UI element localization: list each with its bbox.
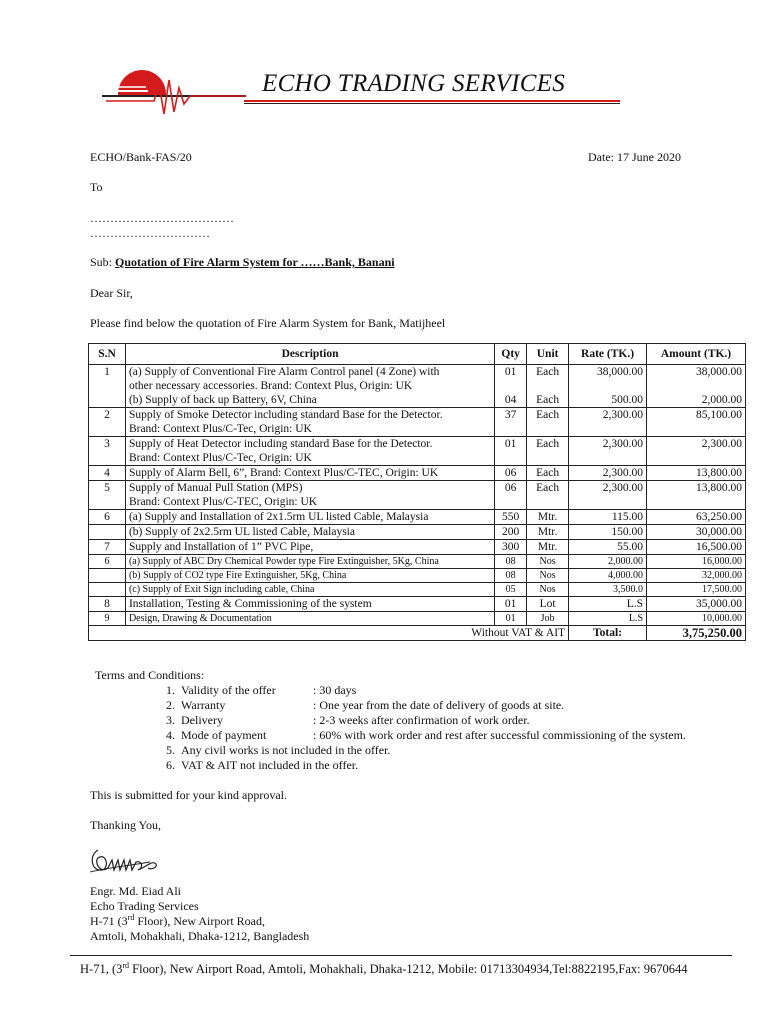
cell-desc: Supply of Alarm Bell, 6”, Brand: Context Plus/C-TEC, Origin: UK — [125, 466, 494, 481]
cell-amount: 30,000.00 — [647, 525, 746, 540]
cell-rate: 115.00 — [569, 510, 647, 525]
subject-line — [90, 255, 395, 270]
terms-item — [145, 683, 745, 698]
header-black-rule — [244, 103, 620, 104]
table-row — [89, 555, 746, 569]
cell-rate: 150.00 — [569, 525, 647, 540]
terms-list — [145, 683, 745, 773]
signer-name: Engr. Md. Eiad Ali — [90, 884, 181, 898]
total-note: Without VAT & AIT — [125, 626, 568, 641]
cell-amount: 16,500.00 — [647, 540, 746, 555]
cell-sn: 1 — [89, 365, 126, 380]
header-unit: Unit — [527, 344, 569, 365]
terms-item-k: Delivery — [181, 713, 223, 727]
table-row — [89, 365, 746, 380]
cell-rate: 2,300.00 — [569, 481, 647, 496]
cell-desc: Supply of Smoke Detector including standard Base for the Detector. — [125, 408, 494, 423]
cell-qty: 300 — [495, 540, 527, 555]
cell-rate — [569, 451, 647, 466]
salutation: Dear Sir, — [90, 286, 133, 300]
cell-unit: Mtr. — [527, 510, 569, 525]
cell-desc: Brand: Context Plus/C-Tec, Origin: UK — [125, 422, 494, 437]
cell-unit: Nos — [527, 583, 569, 597]
cell-amount — [647, 451, 746, 466]
signature-icon — [86, 838, 166, 883]
table-row — [89, 481, 746, 496]
table-header-row — [89, 344, 746, 365]
terms-item — [145, 728, 745, 743]
cell-amount: 32,000.00 — [647, 569, 746, 583]
cell-unit: Each — [527, 393, 569, 408]
cell-amount: 17,500.00 — [647, 583, 746, 597]
cell-qty — [495, 451, 527, 466]
cell-amount: 10,000.00 — [647, 612, 746, 626]
cell-qty: 05 — [495, 583, 527, 597]
cell-unit: Lot — [527, 597, 569, 612]
cell-desc: Design, Drawing & Documentation — [125, 612, 494, 626]
cell-sn — [89, 569, 126, 583]
company-logo-icon — [96, 60, 246, 120]
table-row — [89, 437, 746, 452]
cell-qty: 04 — [495, 393, 527, 408]
header-amount: Amount (TK.) — [647, 344, 746, 365]
cell-desc: (a) Supply and Installation of 2x1.5rm UL listed Cable, Malaysia — [125, 510, 494, 525]
terms-item-n: 4. — [166, 728, 175, 742]
table-row — [89, 612, 746, 626]
cell-unit: Mtr. — [527, 540, 569, 555]
cell-sn: 7 — [89, 540, 126, 555]
terms-item-v: : One year from the date of delivery of goods at site. — [313, 698, 565, 712]
signer-company: Echo Trading Services — [90, 899, 199, 913]
cell-qty: 01 — [495, 437, 527, 452]
cell-sn — [89, 495, 126, 510]
cell-rate: 4,000.00 — [569, 569, 647, 583]
addr1-pre: H-71 (3 — [90, 914, 128, 928]
terms-item-n: 5. — [166, 743, 175, 757]
cell-rate: 2,300.00 — [569, 466, 647, 481]
cell-sn — [89, 393, 126, 408]
footer-address — [80, 962, 688, 977]
terms-item-n: 3. — [166, 713, 175, 727]
table-row — [89, 583, 746, 597]
table-row — [89, 379, 746, 393]
total-row — [89, 626, 746, 641]
cell-unit: Job — [527, 612, 569, 626]
cell-rate: 2,300.00 — [569, 408, 647, 423]
cell-desc: (b) Supply of 2x2.5rm UL listed Cable, Malaysia — [125, 525, 494, 540]
terms-item — [145, 758, 745, 773]
cell-sn — [89, 379, 126, 393]
approval-text: This is submitted for your kind approval. — [90, 788, 287, 802]
cell-sn — [89, 525, 126, 540]
table-row — [89, 466, 746, 481]
cell-sn: 3 — [89, 437, 126, 452]
cell-qty: 06 — [495, 481, 527, 496]
cell-sn: 4 — [89, 466, 126, 481]
cell-sn: 5 — [89, 481, 126, 496]
cell-desc: Supply of Heat Detector including standard Base for the Detector. — [125, 437, 494, 452]
cell-qty: 01 — [495, 365, 527, 380]
cell-qty: 08 — [495, 555, 527, 569]
cell-rate: 2,000.00 — [569, 555, 647, 569]
terms-item — [145, 713, 745, 728]
cell-unit: Each — [527, 365, 569, 380]
terms-item-n: 2. — [166, 698, 175, 712]
intro-paragraph: Please find below the quotation of Fire Alarm System for Bank, Matijheel — [90, 316, 446, 330]
cell-rate: 2,300.00 — [569, 437, 647, 452]
cell-rate — [569, 379, 647, 393]
cell-desc: Brand: Context Plus/C-Tec, Origin: UK — [125, 451, 494, 466]
signer-address-line-1 — [90, 914, 309, 929]
cell-qty: 550 — [495, 510, 527, 525]
quotation-table — [88, 343, 746, 641]
cell-desc: (a) Supply of Conventional Fire Alarm Control panel (4 Zone) with — [125, 365, 494, 380]
table-row — [89, 422, 746, 437]
cell-desc: Installation, Testing & Commissioning of the system — [125, 597, 494, 612]
cell-unit: Each — [527, 437, 569, 452]
cell-desc: (b) Supply of CO2 type Fire Extinguisher, 5Kg, China — [125, 569, 494, 583]
header-description: Description — [125, 344, 494, 365]
terms-item-n: 1. — [166, 683, 175, 697]
table-row — [89, 408, 746, 423]
cell-qty: 200 — [495, 525, 527, 540]
terms-heading: Terms and Conditions: — [95, 668, 205, 682]
cell-amount: 13,800.00 — [647, 481, 746, 496]
terms-item-k: Mode of payment — [181, 728, 267, 742]
table-row — [89, 569, 746, 583]
header-sn: S.N — [89, 344, 126, 365]
recipient-address-line-2: ………………………… — [90, 226, 210, 240]
cell-amount: 16,000.00 — [647, 555, 746, 569]
cell-amount: 85,100.00 — [647, 408, 746, 423]
header-qty: Qty — [495, 344, 527, 365]
cell-unit: Each — [527, 481, 569, 496]
cell-desc: other necessary accessories. Brand: Context Plus, Origin: UK — [125, 379, 494, 393]
cell-sn — [89, 422, 126, 437]
cell-desc: Brand: Context Plus/C-TEC, Origin: UK — [125, 495, 494, 510]
cell-qty: 06 — [495, 466, 527, 481]
cell-rate: L.S — [569, 612, 647, 626]
terms-item-k: VAT & AIT not included in the offer. — [181, 758, 359, 772]
cell-desc: Supply and Installation of 1” PVC Pipe, — [125, 540, 494, 555]
cell-sn: 6 — [89, 510, 126, 525]
cell-rate — [569, 422, 647, 437]
cell-sn: 2 — [89, 408, 126, 423]
terms-item-v: : 60% with work order and rest after successful commissioning of the system. — [313, 728, 686, 742]
terms-item-k: Any civil works is not included in the offer. — [181, 743, 391, 757]
cell-sn: 6 — [89, 555, 126, 569]
signer-address-line-2: Amtoli, Mohakhali, Dhaka-1212, Bangladesh — [90, 929, 310, 943]
cell-sn — [89, 451, 126, 466]
terms-item-n: 6. — [166, 758, 175, 772]
cell-sn: 8 — [89, 597, 126, 612]
cell-desc: (a) Supply of ABC Dry Chemical Powder type Fire Extinguisher, 5Kg, China — [125, 555, 494, 569]
cell-unit — [527, 495, 569, 510]
cell-rate: L.S — [569, 597, 647, 612]
terms-item — [145, 698, 745, 713]
table-row — [89, 495, 746, 510]
cell-sn: 9 — [89, 612, 126, 626]
total-value: 3,75,250.00 — [647, 626, 746, 641]
cell-amount: 2,300.00 — [647, 437, 746, 452]
terms-item-k: Warranty — [181, 698, 226, 712]
cell-amount — [647, 379, 746, 393]
footer-sup: rd — [122, 960, 130, 970]
reference-number: ECHO/Bank-FAS/20 — [90, 150, 192, 164]
cell-rate — [569, 495, 647, 510]
cell-qty: 01 — [495, 612, 527, 626]
table-row — [89, 451, 746, 466]
header-red-rule — [244, 100, 620, 102]
cell-desc: (c) Supply of Exit Sign including cable, China — [125, 583, 494, 597]
cell-amount — [647, 495, 746, 510]
cell-rate: 3,500.0 — [569, 583, 647, 597]
table-row — [89, 525, 746, 540]
footer-rule — [70, 955, 732, 956]
closing-thanks: Thanking You, — [90, 818, 162, 832]
table-row — [89, 393, 746, 408]
cell-qty: 01 — [495, 597, 527, 612]
cell-unit: Nos — [527, 569, 569, 583]
subject-label: Sub: — [90, 255, 113, 269]
addr1-sup: rd — [127, 913, 135, 922]
cell-amount: 63,250.00 — [647, 510, 746, 525]
signer-block — [90, 884, 309, 944]
cell-sn — [89, 583, 126, 597]
footer-pre: H-71, (3 — [80, 962, 123, 976]
cell-amount: 13,800.00 — [647, 466, 746, 481]
addr1-post: Floor), New Airport Road, — [134, 914, 265, 928]
terms-item — [145, 743, 745, 758]
terms-item-v: : 2-3 weeks after confirmation of work order. — [313, 713, 530, 727]
cell-unit — [527, 379, 569, 393]
cell-qty: 37 — [495, 408, 527, 423]
cell-amount — [647, 422, 746, 437]
cell-qty — [495, 379, 527, 393]
cell-amount: 35,000.00 — [647, 597, 746, 612]
company-name: ECHO TRADING SERVICES — [262, 70, 566, 97]
cell-qty: 08 — [495, 569, 527, 583]
subject-text: Quotation of Fire Alarm System for ……Bank, Banani — [115, 255, 395, 269]
table-row — [89, 510, 746, 525]
footer-post: Floor), New Airport Road, Amtoli, Mohakhali, Dhaka-1212, Mobile: 01713304934,Tel:8822195,Fax: 9670644 — [129, 962, 688, 976]
cell-qty — [495, 422, 527, 437]
cell-unit: Mtr. — [527, 525, 569, 540]
cell-rate: 55.00 — [569, 540, 647, 555]
cell-desc: Supply of Manual Pull Station (MPS) — [125, 481, 494, 496]
cell-unit: Each — [527, 408, 569, 423]
terms-item-v: : 30 days — [313, 683, 357, 697]
table-row — [89, 540, 746, 555]
letter-date: Date: 17 June 2020 — [588, 150, 681, 164]
cell-unit — [527, 451, 569, 466]
recipient-address-line-1: ……………………………… — [90, 211, 234, 225]
cell-unit: Nos — [527, 555, 569, 569]
cell-rate: 500.00 — [569, 393, 647, 408]
cell-amount: 38,000.00 — [647, 365, 746, 380]
total-label: Total: — [569, 626, 647, 641]
table-row — [89, 597, 746, 612]
cell-amount: 2,000.00 — [647, 393, 746, 408]
header-rate: Rate (TK.) — [569, 344, 647, 365]
cell-unit: Each — [527, 466, 569, 481]
recipient-label: To — [90, 180, 103, 194]
cell-rate: 38,000.00 — [569, 365, 647, 380]
cell-unit — [527, 422, 569, 437]
terms-item-k: Validity of the offer — [181, 683, 276, 697]
cell-desc: (b) Supply of back up Battery, 6V, China — [125, 393, 494, 408]
cell-qty — [495, 495, 527, 510]
